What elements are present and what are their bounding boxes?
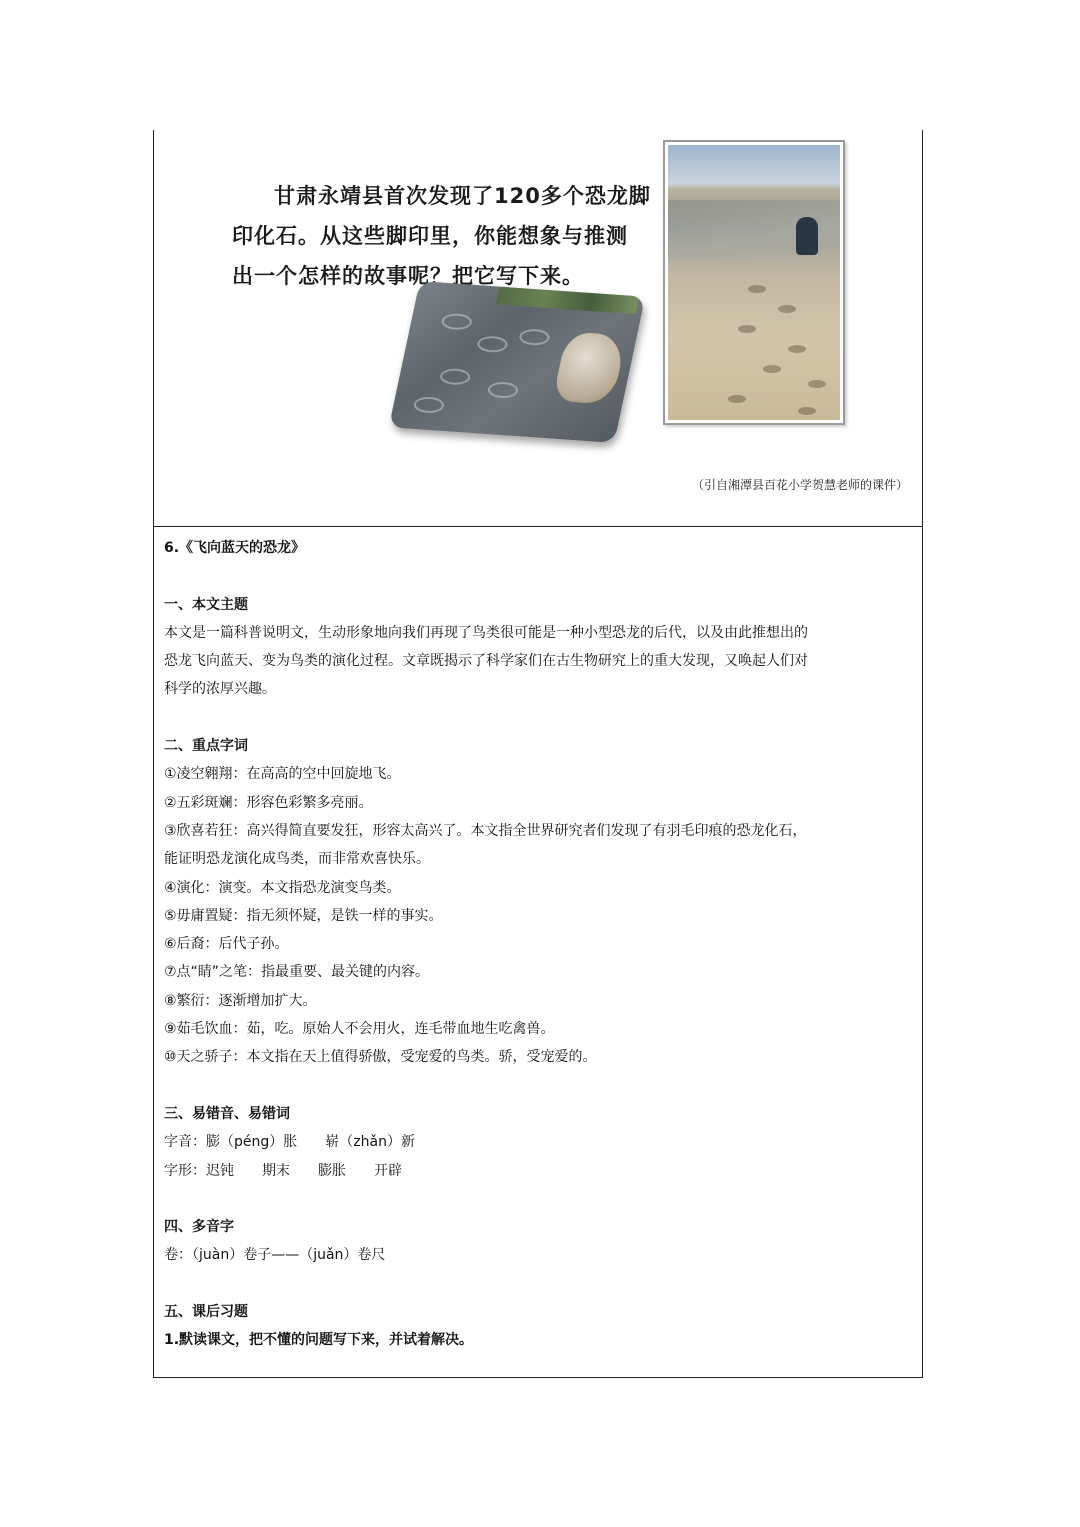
prompt-line-2: 印化石。从这些脚印里，你能想象与推测 (232, 224, 628, 248)
section-heading-errors: 三、易错音、易错词 (164, 1105, 290, 1122)
prompt-line-3: 出一个怎样的故事呢？把它写下来。 (232, 264, 584, 288)
shape-item-4: 开辟 (374, 1162, 402, 1179)
vocab-line-4: 能证明恐龙演化成鸟类，而非常欢喜快乐。 (164, 851, 430, 868)
vocab-line-2: ②五彩斑斓：形容色彩繁多亮丽。 (164, 794, 373, 811)
writing-prompt (232, 176, 652, 296)
pronunciation-label: 字音： (164, 1134, 206, 1151)
exercise-question-1: 1.默读课文，把不懂的问题写下来，并试着解决。 (164, 1332, 474, 1349)
shape-item-2: 期末 (262, 1162, 290, 1179)
shape-label: 字形： (164, 1162, 206, 1179)
polyphone-line: 卷：（juàn）卷子——（juǎn）卷尺 (164, 1247, 386, 1264)
section-heading-vocabulary: 二、重点字词 (164, 738, 248, 755)
vocab-line-5: ④演化：演变。本文指恐龙演变鸟类。 (164, 879, 401, 896)
prompt-line-1: 甘肃永靖县首次发现了120多个恐龙脚 (274, 184, 651, 208)
theme-line-1: 本文是一篇科普说明文，生动形象地向我们再现了鸟类很可能是一种小型恐龙的后代，以及由此推想出的 (164, 624, 808, 641)
vocab-line-11: ⑩天之骄子：本文指在天上值得骄傲，受宠爱的鸟类。骄，受宠爱的。 (164, 1049, 597, 1066)
section-heading-exercises: 五、课后习题 (164, 1304, 248, 1321)
pronunciation-line (164, 1128, 916, 1156)
vocab-line-9: ⑧繁衍：逐渐增加扩大。 (164, 992, 317, 1009)
theme-line-2: 恐龙飞向蓝天、变为鸟类的演化过程。文章既揭示了科学家们在古生物研究上的重大发现，又唤起人们对 (164, 653, 808, 670)
citation: （引自湘潭县百花小学贺慧老师的课件） (691, 478, 908, 492)
fossil-footprint-photo (389, 281, 646, 443)
row-divider (154, 526, 922, 527)
shape-item-3: 膨胀 (318, 1162, 346, 1179)
shape-item-1: 迟钝 (206, 1162, 234, 1179)
vocab-line-6: ⑤毋庸置疑：指无须怀疑，是铁一样的事实。 (164, 907, 443, 924)
vocab-line-1: ①凌空翱翔：在高高的空中回旋地飞。 (164, 766, 401, 783)
vocab-line-3: ③欣喜若狂：高兴得简直要发狂，形容太高兴了。本文指全世界研究者们发现了有羽毛印痕的恐龙化石， (164, 822, 807, 839)
vocab-line-10: ⑨茹毛饮血：茹，吃。原始人不会用火，连毛带血地生吃禽兽。 (164, 1021, 555, 1038)
lesson-notes (164, 534, 916, 1355)
vocab-line-8: ⑦点“睛”之笔：指最重要、最关键的内容。 (164, 964, 430, 981)
section-heading-polyphones: 四、多音字 (164, 1219, 234, 1236)
shape-line (164, 1157, 916, 1185)
section-heading-theme: 一、本文主题 (164, 596, 248, 613)
worksheet-table (153, 130, 923, 1378)
pronunciation-item-1: 膨（péng）胀 (206, 1134, 298, 1151)
lesson-title: 6.《飞向蓝天的恐龙》 (164, 540, 306, 556)
theme-line-3: 科学的浓厚兴趣。 (164, 681, 276, 698)
person-figure (796, 217, 818, 255)
vocab-line-7: ⑥后裔：后代子孙。 (164, 936, 289, 953)
dinosaur-track-site-photo (663, 140, 845, 425)
pronunciation-item-2: 崭（zhǎn）新 (325, 1134, 415, 1151)
